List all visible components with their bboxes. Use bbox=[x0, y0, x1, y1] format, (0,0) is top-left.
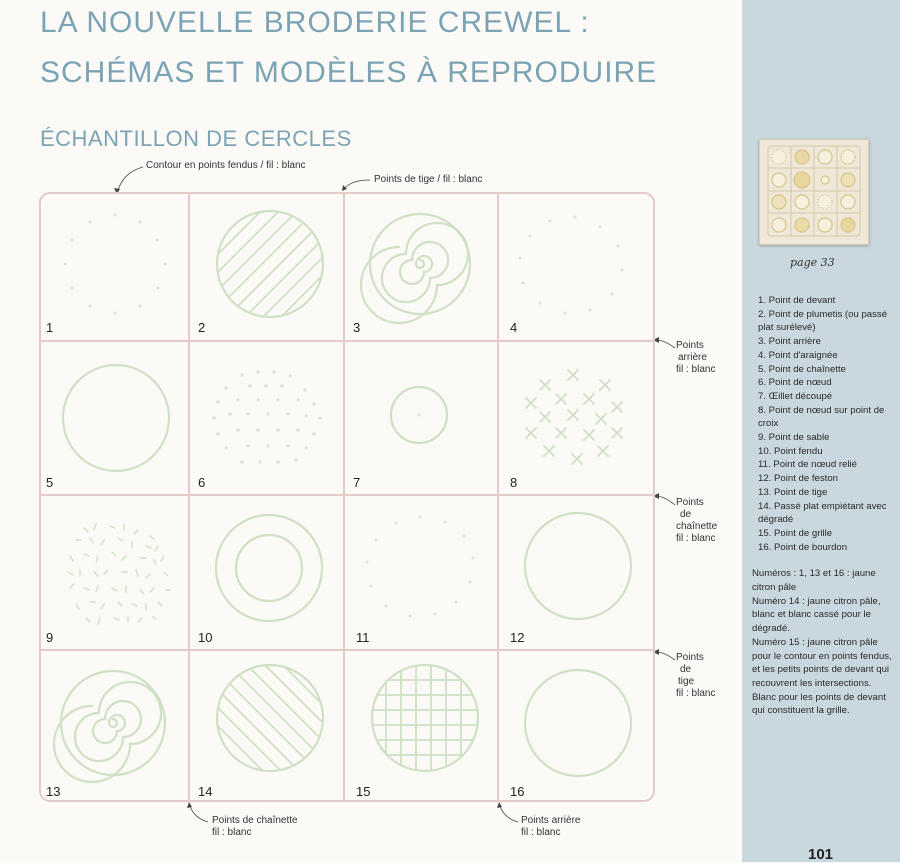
annotation-top-right: Points de tige / fil : blanc bbox=[374, 174, 483, 185]
grid-lines bbox=[40, 193, 654, 801]
cell-number-10: 10 bbox=[198, 630, 213, 645]
cell-number-16: 16 bbox=[510, 784, 525, 799]
cell-number-4: 4 bbox=[510, 320, 518, 335]
legend-list bbox=[752, 294, 898, 554]
legend-item: 16. Point de bourdon bbox=[758, 541, 848, 553]
cell-number-14: 14 bbox=[198, 784, 213, 799]
cell-number-6: 6 bbox=[198, 475, 206, 490]
pattern-16-satin-outline bbox=[525, 670, 631, 776]
cell-number-11: 11 bbox=[356, 630, 370, 645]
cell-number-12: 12 bbox=[510, 630, 525, 645]
legend-item: 6. Point de nœud bbox=[758, 377, 832, 389]
annotation-bottom-right: Points arrière fil : blanc bbox=[521, 815, 581, 838]
cell-number-13: 13 bbox=[46, 784, 61, 799]
cell-number-3: 3 bbox=[353, 320, 361, 335]
legend-item: 13. Point de tige bbox=[758, 486, 828, 498]
legend-item: 5. Point de chaînette bbox=[758, 363, 847, 375]
color-note: Numéro 14 : jaune citron pâle, blanc et blanc cassé pour le dégradé. bbox=[752, 595, 881, 635]
legend-item: 10. Point fendu bbox=[758, 445, 823, 457]
pattern-1-running-stitch bbox=[64, 214, 167, 315]
pattern-15-lattice-stitch bbox=[370, 660, 480, 780]
cell-number-8: 8 bbox=[510, 475, 518, 490]
photo-caption: page 33 bbox=[790, 256, 835, 269]
page-number: 101 bbox=[808, 846, 834, 863]
pattern-12-blanket-stitch bbox=[525, 513, 631, 619]
cell-numbers bbox=[46, 320, 524, 799]
pattern-14-long-short-stitch bbox=[200, 646, 340, 780]
sample-photo-image bbox=[760, 140, 868, 244]
pattern-13-stem-stitch bbox=[54, 671, 165, 782]
cell-number-2: 2 bbox=[198, 320, 206, 335]
cell-number-9: 9 bbox=[46, 630, 54, 645]
legend-item: 15. Point de grille bbox=[758, 527, 833, 539]
legend-item: 11. Point de nœud relié bbox=[758, 459, 858, 471]
pattern-6-knot-stitch bbox=[212, 370, 321, 463]
legend-item: 1. Point de devant bbox=[758, 295, 836, 306]
cell-number-1: 1 bbox=[46, 320, 54, 335]
cell-number-5: 5 bbox=[46, 475, 54, 490]
pattern-8-cross-knots bbox=[526, 370, 622, 464]
legend-item: 8. Point de nœud sur point de croix bbox=[758, 404, 885, 430]
color-notes bbox=[752, 567, 898, 718]
annotation-right-3: Points de tige fil : blanc bbox=[676, 652, 716, 699]
legend-item: 7. Œillet découpé bbox=[758, 390, 833, 402]
pattern-11-linked-knots bbox=[366, 516, 475, 618]
legend-item: 2. Point de plumetis (ou passé plat surélevé) bbox=[758, 308, 888, 334]
legend-item: 12. Point de feston bbox=[758, 473, 839, 485]
color-note: Numéro 15 : jaune citron pâle pour le contour en points fendus, et les petits points de devant qui recouvrent les intersections. Blanc pour les points de devant qui constituent la grille. bbox=[752, 636, 892, 717]
annotation-bottom-left: Points de chaînette fil : blanc bbox=[212, 815, 298, 838]
pattern-10-split-stitch bbox=[216, 515, 322, 621]
cell-number-15: 15 bbox=[356, 784, 371, 799]
sample-photo bbox=[759, 139, 869, 245]
pattern-5-chain-stitch bbox=[63, 365, 169, 471]
annotation-right-1: Points arrière fil : blanc bbox=[676, 340, 716, 375]
legend-item: 4. Point d'araignée bbox=[758, 349, 838, 361]
pattern-3-back-stitch bbox=[361, 214, 470, 323]
legend-item: 14. Passé plat empiétant avec dégradé bbox=[758, 500, 887, 526]
cell-number-7: 7 bbox=[353, 475, 361, 490]
legend-item: 9. Point de sable bbox=[758, 432, 830, 444]
legend-item: 3. Point arrière bbox=[758, 336, 821, 348]
pattern-9-seed-stitch bbox=[68, 524, 170, 624]
pattern-4-spider-stitch bbox=[519, 216, 624, 315]
annotation-right-2: Points de chaînette fil : blanc bbox=[676, 497, 718, 544]
annotation-top-left: Contour en points fendus / fil : blanc bbox=[146, 160, 306, 171]
page-title-line2: SCHÉMAS ET MODÈLES À REPRODUIRE bbox=[40, 56, 658, 89]
pattern-7-eyelet bbox=[391, 387, 447, 443]
stitch-legend bbox=[752, 294, 898, 718]
color-note: Numéros : 1, 13 et 16 : jaune citron pâle bbox=[752, 568, 876, 594]
pattern-2-satin-stitch bbox=[200, 194, 340, 336]
section-subtitle: ÉCHANTILLON DE CERCLES bbox=[40, 126, 352, 151]
page-title-line1: LA NOUVELLE BRODERIE CREWEL : bbox=[40, 6, 590, 39]
